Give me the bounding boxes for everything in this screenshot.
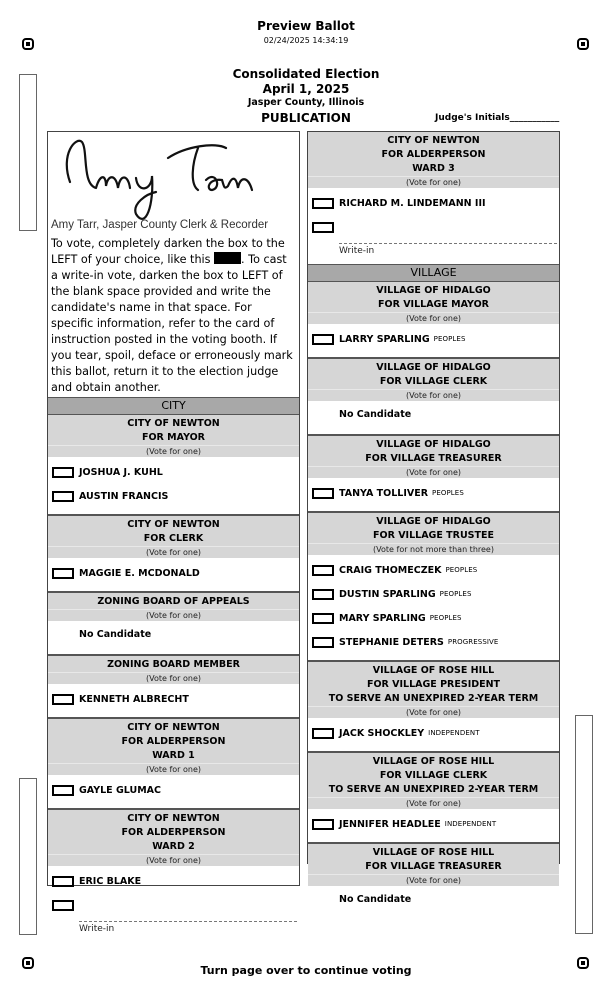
contest-title xyxy=(48,516,299,546)
contest-title-line: FOR VILLAGE TREASURER xyxy=(365,453,502,464)
section-header-city: CITY xyxy=(48,397,299,415)
contest-title-line: FOR VILLAGE TREASURER xyxy=(365,861,502,872)
contest-title-line: VILLAGE OF ROSE HILL xyxy=(372,665,495,676)
contest-title-line: FOR ALDERPERSON xyxy=(121,736,226,747)
candidate-name: MAGGIE E. MCDONALD xyxy=(79,567,200,579)
vote-for-instruction: (Vote for one) xyxy=(48,445,299,457)
vote-box-checkbox[interactable] xyxy=(312,565,334,576)
contest-title-line: CITY OF NEWTON xyxy=(127,813,220,824)
vote-box-checkbox[interactable] xyxy=(52,467,74,478)
contest-title-line: VILLAGE OF HIDALGO xyxy=(376,516,491,527)
vote-box-checkbox[interactable] xyxy=(312,637,334,648)
contest-title xyxy=(48,415,299,445)
contest-title-line: WARD 3 xyxy=(412,163,455,174)
contest-title-line: TO SERVE AN UNEXPIRED 2-YEAR TERM xyxy=(328,693,539,704)
candidate-option[interactable] xyxy=(308,721,559,745)
vote-for-instruction: (Vote for one) xyxy=(48,609,299,621)
contest-title xyxy=(308,359,559,389)
contest xyxy=(48,808,299,942)
vote-box-checkbox[interactable] xyxy=(312,334,334,345)
contest-options xyxy=(308,478,559,511)
election-name: Consolidated Election xyxy=(232,67,380,81)
contest-title-line: VILLAGE OF HIDALGO xyxy=(376,285,491,296)
candidate-party: PEOPLES xyxy=(432,489,464,497)
candidate-name: KENNETH ALBRECHT xyxy=(79,693,189,705)
contest xyxy=(308,357,559,434)
candidate-name: LARRY SPARLING xyxy=(339,333,430,345)
contest-options xyxy=(48,621,299,654)
candidate-option[interactable] xyxy=(308,481,559,505)
candidate-party: PEOPLES xyxy=(439,590,472,598)
contest-title-line: ZONING BOARD OF APPEALS xyxy=(97,596,250,607)
ballot-title: Preview Ballot xyxy=(257,19,355,33)
candidate-name: GAYLE GLUMAC xyxy=(79,784,161,796)
side-bar-bottom-right xyxy=(575,715,593,934)
clerk-block xyxy=(48,132,299,231)
candidate-option[interactable] xyxy=(308,812,559,836)
contest-options xyxy=(48,775,299,808)
contest xyxy=(48,717,299,808)
contest xyxy=(308,511,559,660)
contest-title-line: FOR ALDERPERSON xyxy=(381,149,486,160)
judges-initials: Judge's Initials___________ xyxy=(435,113,560,123)
candidate-option[interactable] xyxy=(308,327,559,351)
candidate-party: PROGRESSIVE xyxy=(447,638,499,646)
contest xyxy=(308,434,559,511)
candidate-name: AUSTIN FRANCIS xyxy=(79,490,169,502)
contest-options xyxy=(308,401,559,434)
candidate-option[interactable] xyxy=(308,191,559,215)
candidate-option[interactable] xyxy=(48,778,299,802)
no-candidate-label: No Candidate xyxy=(79,629,152,640)
vote-for-instruction: (Vote for one) xyxy=(308,466,559,478)
contest-title xyxy=(48,593,299,609)
contest-title-line: FOR ALDERPERSON xyxy=(121,827,226,838)
write-in-label: Write-in xyxy=(339,246,375,256)
contest-title-line: VILLAGE OF HIDALGO xyxy=(376,362,491,373)
contest-options xyxy=(308,886,559,919)
contest-title-line: CITY OF NEWTON xyxy=(127,722,220,733)
voting-instructions: To vote, completely darken the box to the LEFT of your choice, like this . To cast a write-in vote, darken the box to LEFT of the blank space provided and write the candidate's name in that space. For specific information, refer to the card of instruction posted in the voting booth. If you tear, spoil, deface or erroneously mark this ballot, return it to the election judge and obtain another. xyxy=(51,237,293,394)
candidate-name: DUSTIN SPARLING xyxy=(339,588,436,600)
candidate-name: RICHARD M. LINDEMANN III xyxy=(339,197,486,209)
contest-title-line: FOR MAYOR xyxy=(141,432,206,443)
vote-for-instruction: (Vote for one) xyxy=(308,706,559,718)
candidate-name: ERIC BLAKE xyxy=(79,875,142,887)
vote-for-instruction: (Vote for one) xyxy=(48,763,299,775)
candidate-name: JOSHUA J. KUHL xyxy=(79,466,163,478)
candidate-party: PEOPLES xyxy=(433,335,466,343)
candidate-party: PEOPLES xyxy=(429,614,462,622)
contest-title-line: CITY OF NEWTON xyxy=(127,519,220,530)
contest-title xyxy=(308,513,559,543)
ballot-column-left xyxy=(47,131,300,934)
contest-options xyxy=(308,718,559,751)
contest xyxy=(308,282,559,357)
contest-title xyxy=(308,282,559,312)
vote-box-checkbox[interactable] xyxy=(312,819,334,830)
contest-title-line: FOR VILLAGE TRUSTEE xyxy=(373,530,494,541)
county-name: Jasper County, Illinois xyxy=(247,97,365,108)
signature-image xyxy=(56,134,266,226)
vote-for-instruction: (Vote for one) xyxy=(308,389,559,401)
vote-box-checkbox[interactable] xyxy=(52,876,74,887)
contest-options xyxy=(308,188,559,264)
vote-box-checkbox[interactable] xyxy=(52,568,74,579)
write-in-option[interactable] xyxy=(308,215,559,239)
contest-title-line: ZONING BOARD MEMBER xyxy=(107,659,240,670)
publication-label: PUBLICATION xyxy=(261,111,351,125)
footer-instruction: Turn page over to continue voting xyxy=(200,964,412,977)
write-in-vote-box-checkbox[interactable] xyxy=(312,222,334,233)
contest-title-line: VILLAGE OF HIDALGO xyxy=(376,439,491,450)
candidate-name: STEPHANIE DETERS xyxy=(339,636,444,648)
candidate-option[interactable] xyxy=(48,687,299,711)
right-city-contests xyxy=(308,132,559,264)
candidate-name: JENNIFER HEADLEE xyxy=(339,818,441,830)
vote-for-instruction: (Vote for one) xyxy=(48,546,299,558)
vote-for-instruction: (Vote for not more than three) xyxy=(308,543,559,555)
contest-title xyxy=(48,719,299,763)
contest-options xyxy=(48,457,299,514)
vote-box-checkbox[interactable] xyxy=(312,198,334,209)
contest-title-line: WARD 1 xyxy=(152,750,195,761)
contest xyxy=(308,132,559,264)
contest-title-line: FOR VILLAGE CLERK xyxy=(379,376,488,387)
vote-for-instruction: (Vote for one) xyxy=(48,854,299,866)
contest-options xyxy=(48,866,299,942)
right-village-contests xyxy=(308,282,559,919)
candidate-name: JACK SHOCKLEY xyxy=(339,727,425,739)
write-in-label: Write-in xyxy=(79,924,115,934)
vote-for-instruction: (Vote for one) xyxy=(308,797,559,809)
candidate-party: PEOPLES xyxy=(445,566,478,574)
ballot-timestamp: 02/24/2025 14:34:19 xyxy=(263,36,349,45)
candidate-party: INDEPENDENT xyxy=(428,729,480,737)
contest-title xyxy=(308,662,559,706)
vote-box-checkbox[interactable] xyxy=(312,488,334,499)
vote-for-instruction: (Vote for one) xyxy=(308,176,559,188)
candidate-name: CRAIG THOMECZEK xyxy=(339,564,442,576)
candidate-option[interactable] xyxy=(308,558,559,582)
section-header-village: VILLAGE xyxy=(308,264,559,282)
contest-options xyxy=(308,809,559,842)
contest-options xyxy=(308,324,559,357)
contest-title-line: VILLAGE OF ROSE HILL xyxy=(372,847,495,858)
candidate-option[interactable] xyxy=(308,630,559,654)
contest xyxy=(308,751,559,842)
contest xyxy=(308,842,559,919)
contest-title-line: CITY OF NEWTON xyxy=(387,135,480,146)
contest xyxy=(48,415,299,514)
ballot-column-right xyxy=(307,131,560,905)
candidate-option[interactable] xyxy=(48,484,299,508)
candidate-party: INDEPENDENT xyxy=(444,820,497,828)
candidate-option[interactable] xyxy=(308,606,559,630)
no-candidate-label: No Candidate xyxy=(339,894,412,905)
candidate-option[interactable] xyxy=(48,561,299,585)
contest-options xyxy=(48,558,299,591)
vote-for-instruction: (Vote for one) xyxy=(308,312,559,324)
contest-title xyxy=(48,656,299,672)
contest-title-line: FOR CLERK xyxy=(143,533,204,544)
contest xyxy=(308,660,559,751)
contest-title-line: CITY OF NEWTON xyxy=(127,418,220,429)
vote-box-checkbox[interactable] xyxy=(312,728,334,739)
contest xyxy=(48,514,299,591)
side-bar-bottom-left xyxy=(19,778,37,935)
left-contests xyxy=(48,415,299,942)
sample-marked-box-icon xyxy=(214,252,241,264)
contest-title xyxy=(308,844,559,874)
contest-title xyxy=(308,132,559,176)
vote-for-instruction: (Vote for one) xyxy=(48,672,299,684)
contest-options xyxy=(48,684,299,717)
no-candidate-label: No Candidate xyxy=(339,409,412,420)
contest-title-line: FOR VILLAGE PRESIDENT xyxy=(366,679,501,690)
candidate-option[interactable] xyxy=(48,460,299,484)
vote-box-checkbox[interactable] xyxy=(52,694,74,705)
contest-title-line: WARD 2 xyxy=(152,841,195,852)
write-in-vote-box-checkbox[interactable] xyxy=(52,900,74,911)
contest xyxy=(48,654,299,717)
vote-box-checkbox[interactable] xyxy=(312,589,334,600)
write-in-option[interactable] xyxy=(48,893,299,917)
contest-title-line: FOR VILLAGE CLERK xyxy=(379,770,488,781)
contest-title xyxy=(308,436,559,466)
contest-title-line: VILLAGE OF ROSE HILL xyxy=(372,756,495,767)
contest-title xyxy=(308,753,559,797)
contest-options xyxy=(308,555,559,660)
candidate-option[interactable] xyxy=(308,582,559,606)
contest-title-line: TO SERVE AN UNEXPIRED 2-YEAR TERM xyxy=(328,784,539,795)
contest-title-line: FOR VILLAGE MAYOR xyxy=(378,299,489,310)
vote-for-instruction: (Vote for one) xyxy=(308,874,559,886)
candidate-name: TANYA TOLLIVER xyxy=(339,487,429,499)
vote-box-checkbox[interactable] xyxy=(52,785,74,796)
candidate-option[interactable] xyxy=(48,869,299,893)
contest-title xyxy=(48,810,299,854)
contest xyxy=(48,591,299,654)
clerk-name-line: Amy Tarr, Jasper County Clerk & Recorder xyxy=(51,219,269,231)
vote-box-checkbox[interactable] xyxy=(52,491,74,502)
election-date: April 1, 2025 xyxy=(262,82,350,96)
vote-box-checkbox[interactable] xyxy=(312,613,334,624)
candidate-name: MARY SPARLING xyxy=(339,612,426,624)
